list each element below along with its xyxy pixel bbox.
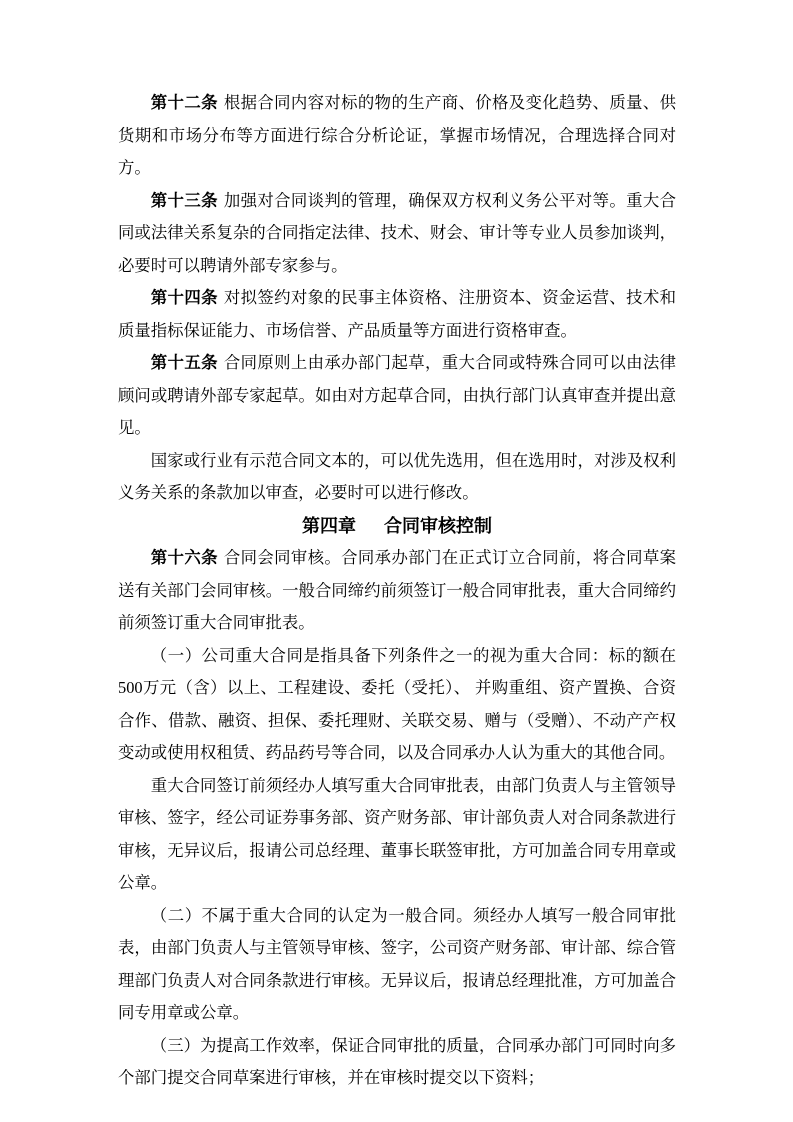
paragraph-article-16 — [118, 542, 676, 640]
article-14-number: 第十四条 — [150, 288, 218, 307]
paragraph-model-contract-texts-text: 国家或行业有示范合同文本的，可以优先选用，但在选用时，对涉及权利义务关系的条款加以审查，必要时可以进行修改。 — [118, 450, 676, 502]
paragraph-item-3-efficiency — [118, 1030, 676, 1095]
paragraph-item-2-general-contract — [118, 900, 676, 1030]
paragraph-article-14 — [118, 282, 676, 347]
article-15-text: 合同原则上由承办部门起草，重大合同或特殊合同可以由法律顾问或聘请外部专家起草。如由对方起草合同，由执行部门认真审查并提出意见。 — [118, 353, 677, 437]
paragraph-item-2-text: （二）不属于重大合同的认定为一般合同。须经办人填写一般合同审批表，由部门负责人与主管领导审核、签字，公司资产财务部、审计部、综合管理部门负责人对合同条款进行审核。无异议后，报请总经理批准，方可加盖合同专用章或公章。 — [118, 905, 676, 1022]
chapter-title: 合同审核控制 — [384, 515, 492, 536]
paragraph-item-3-text: （三）为提高工作效率，保证合同审批的质量，合同承办部门可同时向多个部门提交合同草案进行审核，并在审核时提交以下资料； — [118, 1035, 676, 1087]
chapter-heading — [118, 510, 676, 543]
paragraph-item-1-text: （一）公司重大合同是指具备下列条件之一的视为重大合同：标的额在 500万元（含）以上、工程建设、委托（受托）、 并购重组、资产置换、合资合作、借款、融资、担保、委托理财、关联交易、赠与（受赠）、不动产产权变动或使用权租赁、药品药号等合同，以及合同承办人认为重大的其他合同。 — [118, 645, 676, 762]
article-12-number: 第十二条 — [150, 93, 218, 112]
paragraph-article-13 — [118, 185, 676, 283]
article-13-text: 加强对合同谈判的管理，确保双方权利义务公平对等。重大合同或法律关系复杂的合同指定法律、技术、财会、审计等专业人员参加谈判，必要时可以聘请外部专家参与。 — [118, 190, 677, 275]
article-14-text: 对拟签约对象的民事主体资格、注册资本、资金运营、技术和质量指标保证能力、市场信誉、产品质量等方面进行资格审查。 — [118, 288, 677, 340]
article-15-number: 第十五条 — [150, 353, 218, 372]
article-12-text: 根据合同内容对标的物的生产商、价格及变化趋势、质量、供货期和市场分布等方面进行综合分析论证，掌握市场情况，合理选择合同对方。 — [118, 93, 677, 177]
article-16-number: 第十六条 — [150, 548, 218, 567]
article-13-number: 第十三条 — [150, 190, 218, 210]
paragraph-major-contract-approval-text: 重大合同签订前须经办人填写重大合同审批表，由部门负责人与主管领导审核、签字，经公司证券事务部、资产财务部、审计部负责人对合同条款进行审核，无异议后，报请公司总经理、董事长联签审批，方可加盖合同专用章或公章。 — [118, 775, 676, 892]
paragraph-article-12 — [118, 87, 676, 185]
paragraph-major-contract-approval — [118, 770, 676, 900]
article-16-text: 合同会同审核。合同承办部门在正式订立合同前，将合同草案送有关部门会同审核。一般合同缔约前须签订一般合同审批表，重大合同缔约前须签订重大合同审批表。 — [118, 548, 677, 632]
paragraph-model-contract-texts — [118, 445, 676, 510]
chapter-number: 第四章 — [302, 515, 356, 536]
paragraph-article-15 — [118, 347, 676, 445]
paragraph-item-1-major-contract — [118, 640, 676, 770]
